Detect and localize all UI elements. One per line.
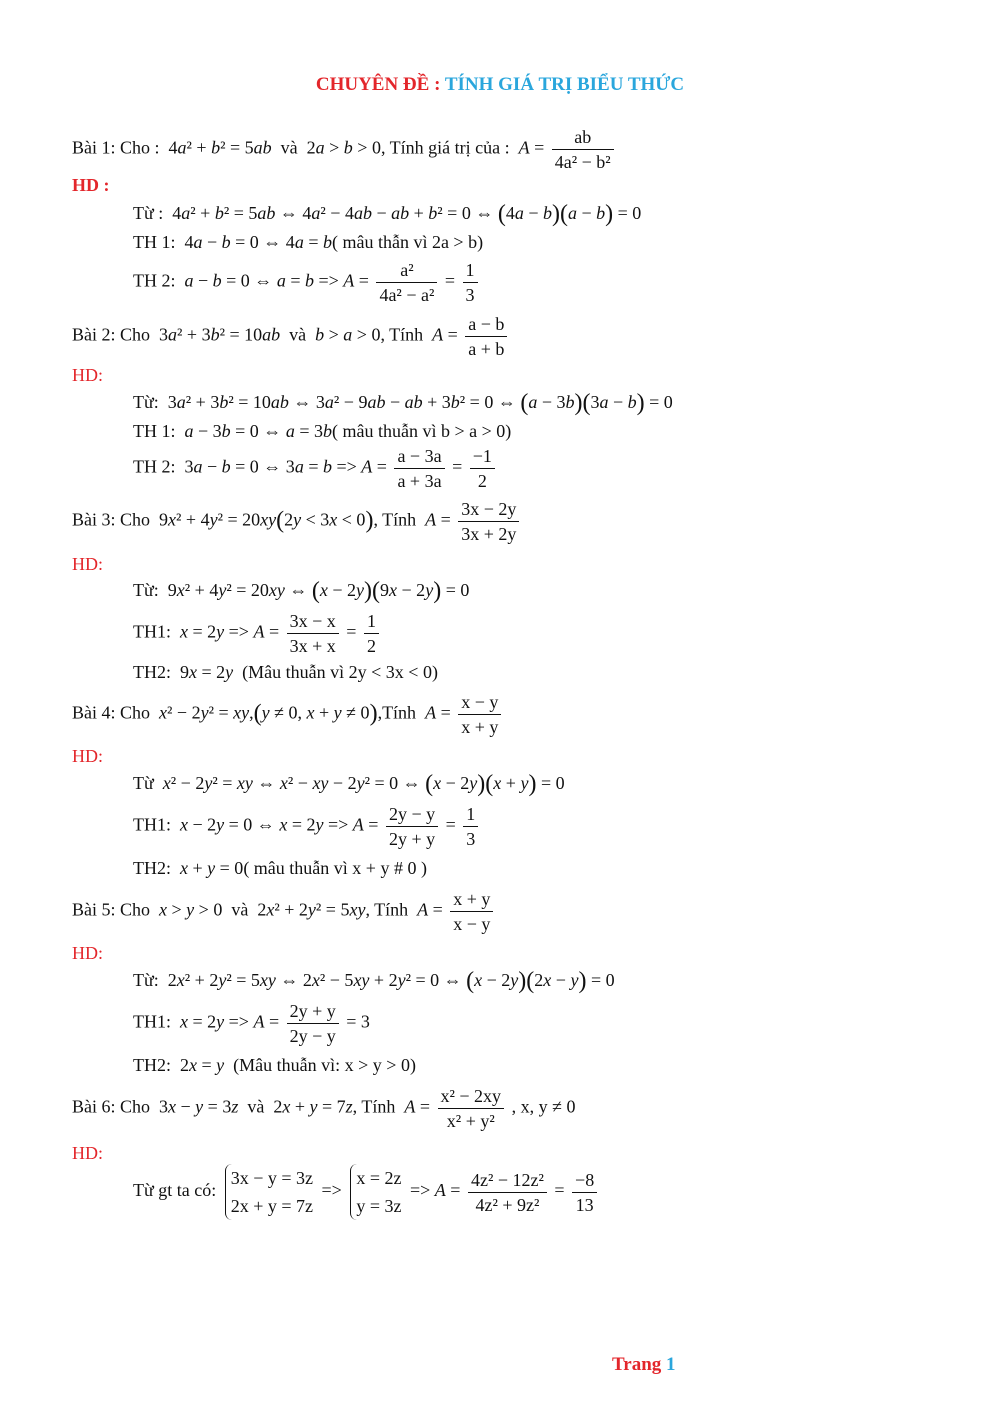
fraction: $\frac{\text{x² − 2xy}}{\text{x² + y²}}$ bbox=[438, 1084, 505, 1133]
fraction: $\frac{x + y}{x - y}$ bbox=[450, 887, 493, 936]
title-topic: TÍNH GIÁ TRỊ BIỂU THỨC bbox=[444, 74, 685, 95]
exercise-2-case-1: TH 1: a − 3b = 0 ⇔ a = 3b( mâu thuẫn vì b > a > 0) bbox=[133, 421, 512, 441]
fraction: $\frac{-1}{2}$ bbox=[470, 444, 495, 493]
hint-label: HD: bbox=[72, 554, 103, 574]
fraction: $\frac{1}{3}$ bbox=[463, 802, 478, 851]
fraction: $\frac{\text{a²}}{\text{4a² − a²}}$ bbox=[376, 258, 437, 307]
footer-word: Trang bbox=[612, 1354, 662, 1375]
exercise-1-case-1: TH 1: 4a − b = 0 ⇔ 4a = b( mâu thẫn vì 2a > b) bbox=[133, 232, 484, 252]
exercise-5-case-2: TH2: 2x = y (Mâu thuẫn vì: x > y > 0) bbox=[133, 1055, 416, 1075]
hint-label: HD: bbox=[72, 943, 103, 963]
fraction: $\frac{2y + y}{2y - y}$ bbox=[287, 999, 339, 1048]
exercise-4-case-1: TH1: x − 2y = 0 ⇔ x = 2y => A = $\frac{2y - y}{2y + y}$ = $\frac{1}{3}$ bbox=[133, 802, 481, 851]
hint-label: HD : bbox=[72, 175, 110, 195]
equation-system: 3x − y = 3z 2x + y = 7z bbox=[225, 1164, 313, 1220]
exercise-5-statement: Bài 5: Cho x > y > 0 và 2x² + 2y² = 5xy, Tính A = $\frac{x + y}{x - y}$ bbox=[72, 887, 496, 936]
title-prefix: CHUYÊN ĐỀ : bbox=[315, 74, 441, 95]
fraction: $\frac{3x - 2y}{3x + 2y}$ bbox=[458, 497, 519, 546]
fraction: $\frac{1}{2}$ bbox=[364, 609, 379, 658]
exercise-1-case-2: TH 2: a − b = 0 ⇔ a = b => A = $\frac{\text{a²}}{\text{4a² − a²}}$ = $\frac{1}{3}$ bbox=[133, 258, 481, 307]
fraction: $\frac{-8}{13}$ bbox=[572, 1168, 597, 1217]
exercise-6-step: Từ gt ta có: 3x − y = 3z 2x + y = 7z => x = 2z y = 3z => A = $\frac{\text{4z² − 12z²}}{\text{4z² + 9z²}}$ = $\frac{-8}{13}$ bbox=[133, 1164, 600, 1220]
page-footer bbox=[612, 1354, 676, 1376]
equation-system: x = 2z y = 3z bbox=[350, 1164, 401, 1220]
hint-label: HD: bbox=[72, 1143, 103, 1163]
fraction: $\frac{\text{4z² − 12z²}}{\text{4z² + 9z²}}$ bbox=[468, 1168, 547, 1217]
exercise-3-case-1: TH1: x = 2y => A = $\frac{3x - x}{3x + x}$ = $\frac{1}{2}$ bbox=[133, 609, 382, 658]
exercise-2-statement: Bài 2: Cho 3a² + 3b² = 10ab và b > a > 0, Tính A = $\frac{a - b}{a + b}$ bbox=[72, 312, 510, 361]
exercise-1-step: Từ : 4a² + b² = 5ab ⇔ 4a² − 4ab − ab + b² = 0 ⇔ (4a − b)(a − b) = 0 bbox=[133, 201, 642, 227]
fraction: $\frac{ab}{\text{4a² − b²}}$ bbox=[552, 125, 614, 174]
page-number: 1 bbox=[666, 1354, 676, 1375]
fraction: $\frac{2y - y}{2y + y}$ bbox=[386, 802, 438, 851]
exercise-5-case-1: TH1: x = 2y => A = $\frac{2y + y}{2y - y}$ = 3 bbox=[133, 1001, 370, 1046]
exercise-6-statement: Bài 6: Cho 3x − y = 3z và 2x + y = 7z, Tính A = $\frac{\text{x² − 2xy}}{\text{x² + y²}}$ , x, y ≠ 0 bbox=[72, 1086, 576, 1131]
exercise-3-case-2: TH2: 9x = 2y (Mâu thuẫn vì 2y < 3x < 0) bbox=[133, 662, 438, 682]
exercise-4-statement: Bài 4: Cho x² − 2y² = xy,(y ≠ 0, x + y ≠ 0),Tính A = $\frac{x - y}{x + y}$ bbox=[72, 690, 504, 739]
hint-label: HD: bbox=[72, 746, 103, 766]
fraction: $\frac{a - 3a}{a + 3a}$ bbox=[394, 444, 444, 493]
exercise-3-step: Từ: 9x² + 4y² = 20xy ⇔ (x − 2y)(9x − 2y) = 0 bbox=[133, 578, 470, 604]
exercise-1-statement: Bài 1: Cho : 4a² + b² = 5ab và 2a > b > 0, Tính giá trị của : A = $\frac{ab}{\text{4a² − b²}}$ bbox=[72, 125, 617, 174]
fraction: $\frac{1}{3}$ bbox=[463, 258, 478, 307]
fraction: $\frac{3x - x}{3x + x}$ bbox=[287, 609, 339, 658]
hint-label: HD: bbox=[72, 365, 103, 385]
exercise-2-case-2: TH 2: 3a − b = 0 ⇔ 3a = b => A = $\frac{a - 3a}{a + 3a}$ = $\frac{-1}{2}$ bbox=[133, 444, 498, 493]
fraction: $\frac{x - y}{x + y}$ bbox=[458, 690, 501, 739]
exercise-4-step: Từ x² − 2y² = xy ⇔ x² − xy − 2y² = 0 ⇔ (x − 2y)(x + y) = 0 bbox=[133, 771, 565, 797]
page-title bbox=[0, 74, 1000, 96]
fraction: $\frac{a - b}{a + b}$ bbox=[465, 312, 507, 361]
exercise-5-step: Từ: 2x² + 2y² = 5xy ⇔ 2x² − 5xy + 2y² = 0 ⇔ (x − 2y)(2x − y) = 0 bbox=[133, 968, 615, 994]
exercise-4-case-2: TH2: x + y = 0( mâu thuẫn vì x + y # 0 ) bbox=[133, 858, 427, 878]
exercise-3-statement: Bài 3: Cho 9x² + 4y² = 20xy(2y < 3x < 0), Tính A = $\frac{3x - 2y}{3x + 2y}$ bbox=[72, 497, 522, 546]
exercise-2-step: Từ: 3a² + 3b² = 10ab ⇔ 3a² − 9ab − ab + 3b² = 0 ⇔ (a − 3b)(3a − b) = 0 bbox=[133, 390, 673, 416]
